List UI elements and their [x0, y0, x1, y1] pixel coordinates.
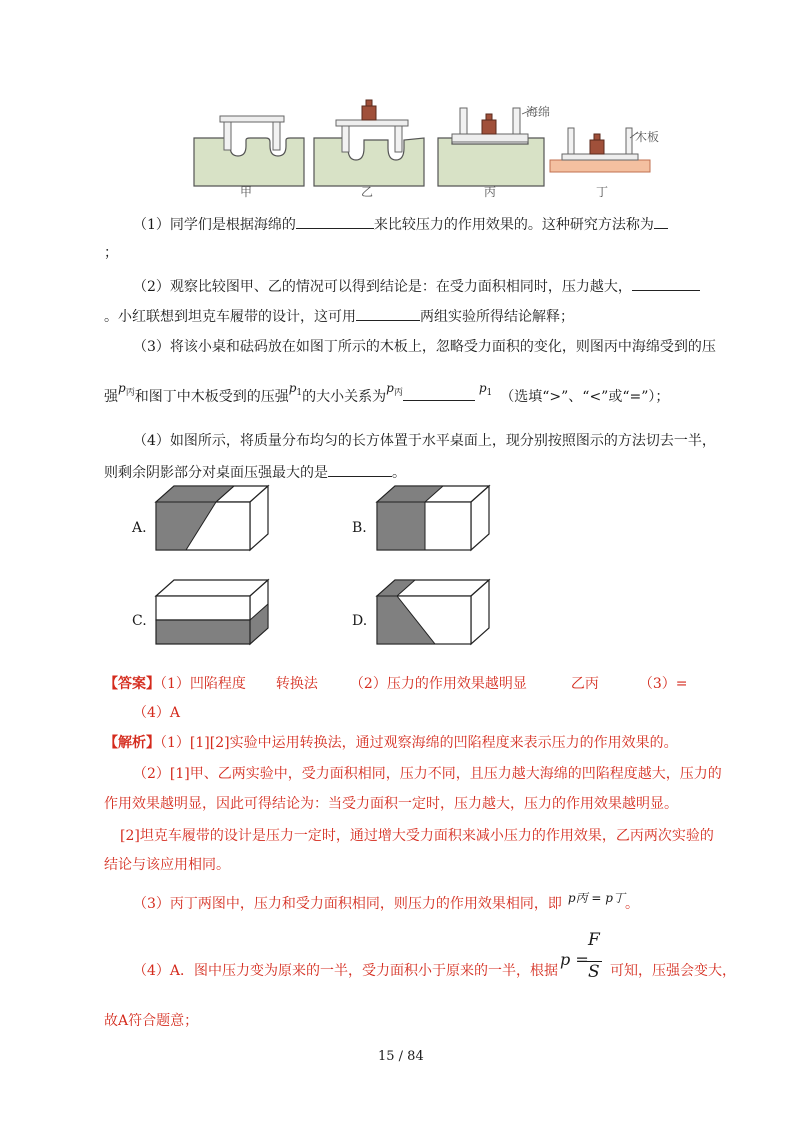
option-b-box — [375, 484, 491, 554]
q3-text-b3: 的大小关系为 — [302, 389, 387, 405]
option-a-box — [154, 484, 270, 554]
q3-text-b4: （选填“>”、“<”或“=”）； — [500, 389, 670, 405]
answer-part-4: 乙丙 — [570, 676, 599, 692]
p-bing-symbol: $p_丙$ — [118, 381, 135, 398]
analysis-tag: 【解析】 — [104, 735, 160, 751]
q4-text-b-end: 。 — [392, 465, 406, 481]
p1-symbol-2: $p_1$ — [478, 381, 493, 398]
q4-line2 — [104, 462, 406, 482]
q2-blank-1[interactable] — [632, 276, 700, 291]
analysis-line1 — [104, 734, 678, 752]
p-bing-symbol-2: $p_丙$ — [386, 381, 403, 398]
q1-line2 — [104, 244, 118, 262]
experiment-figure — [190, 98, 660, 200]
option-d-label: D. — [352, 613, 368, 629]
label-bing: 丙 — [484, 185, 497, 199]
analysis-l1: （1）[1][2]实验中运用转换法，通过观察海绵的凹陷程度来表示压力的作用效果的。 — [160, 735, 678, 751]
q2-line2 — [104, 306, 574, 326]
page-number: 15 / 84 — [378, 1049, 424, 1064]
formula — [558, 930, 610, 982]
analysis-l2: （2）[1]甲、乙两实验中，受力面积相同，压力不同，且压力越大海绵的凹陷程度越大，压力的 — [133, 766, 722, 782]
analysis-line8 — [104, 1012, 198, 1030]
analysis-l3: 作用效果越明显，因此可得结论为：当受力面积一定时，压力越大，压力的作用效果越明显。 — [104, 796, 678, 812]
option-d-box — [375, 578, 491, 648]
analysis-l5: 结论与该应用相同。 — [104, 857, 230, 873]
analysis-l7a: （4）A．图中压力变为原来的一半，受力面积小于原来的一半，根据 — [133, 963, 559, 979]
formula-numerator: F — [588, 930, 600, 950]
answer-line2 — [133, 704, 180, 722]
q2-text-a: （2）观察比较图甲、乙的情况可以得到结论是：在受力面积相同时，压力越大， — [133, 279, 632, 295]
q4-text-a: （4）如图所示，将质量分布均匀的长方体置于水平桌面上，现分别按照图示的方法切去一半， — [133, 433, 716, 449]
answer-part-1: （1）凹陷程度 — [160, 676, 246, 692]
q1-text-c: ； — [104, 245, 118, 261]
sponge-callout: 海绵 — [526, 105, 551, 119]
analysis-line4 — [120, 827, 714, 845]
q1-blank-2[interactable] — [654, 214, 668, 229]
option-b-label: B. — [352, 520, 367, 536]
analysis-l6: （3）丙丁两图中，压力和受力面积相同，则压力的作用效果相同，即 — [133, 896, 562, 912]
q4-line1 — [133, 432, 716, 450]
analysis-line6 — [133, 891, 639, 913]
q2-line1 — [133, 276, 700, 296]
answer-part-3: （2）压力的作用效果越明显 — [349, 676, 527, 692]
analysis-line5 — [104, 856, 230, 874]
answer-line2-text: （4）A — [133, 705, 181, 721]
label-yi: 乙 — [361, 185, 374, 199]
analysis-l6-end: 。 — [624, 896, 639, 912]
formula-p: p = — [560, 950, 589, 969]
figure-jia — [194, 116, 304, 186]
analysis-line2 — [133, 765, 722, 783]
analysis-l8: 故A符合题意； — [104, 1013, 199, 1029]
q1-line — [133, 214, 668, 234]
q2-blank-2[interactable] — [356, 306, 420, 321]
analysis-l6-eq: p丙 = p丁 — [567, 891, 625, 905]
option-a-label: A. — [132, 520, 147, 536]
q4-text-b: 则剩余阴影部分对桌面压强最大的是 — [104, 465, 328, 481]
q3-blank[interactable] — [403, 386, 475, 401]
q3-text-a: （3）将该小桌和砝码放在如图丁所示的木板上，忽略受力面积的变化，则图丙中海绵受到的压 — [133, 339, 716, 355]
q1-blank-1[interactable] — [296, 214, 374, 229]
analysis-line7 — [133, 930, 737, 982]
figure-yi — [314, 100, 424, 186]
q2-text-b: 。小红联想到坦克车履带的设计，这可用 — [104, 309, 356, 325]
label-ding: 丁 — [596, 185, 609, 199]
analysis-l7b: 可知，压强会变大， — [610, 963, 737, 979]
analysis-line3 — [104, 795, 678, 813]
q1-text-a: （1）同学们是根据海绵的 — [133, 217, 296, 233]
q3-line2 — [104, 381, 670, 408]
q2-text-c: 两组实验所得结论解释； — [420, 309, 574, 325]
answer-part-2: 转换法 — [275, 676, 318, 692]
answer-part-5: （3）= — [638, 676, 688, 692]
q3-text-b2: 和图丁中木板受到的压强 — [134, 389, 289, 405]
q1-text-b: 来比较压力的作用效果的。这种研究方法称为 — [373, 217, 654, 233]
board-callout: 木板 — [635, 130, 660, 144]
q3-text-b1: 强 — [104, 389, 118, 405]
analysis-l4: [2]坦克车履带的设计是压力一定时，通过增大受力面积来减小压力的作用效果，乙丙两次实验的 — [120, 828, 714, 844]
q4-blank[interactable] — [328, 462, 392, 477]
q3-line1 — [133, 338, 716, 356]
option-c-label: C. — [132, 613, 147, 629]
label-jia: 甲 — [240, 185, 253, 199]
formula-denominator: S — [588, 962, 600, 982]
answer-tag: 【答案】 — [104, 676, 160, 692]
p1-symbol: $p_1$ — [288, 381, 303, 398]
answer-line1 — [104, 675, 687, 693]
option-c-box — [154, 578, 270, 648]
